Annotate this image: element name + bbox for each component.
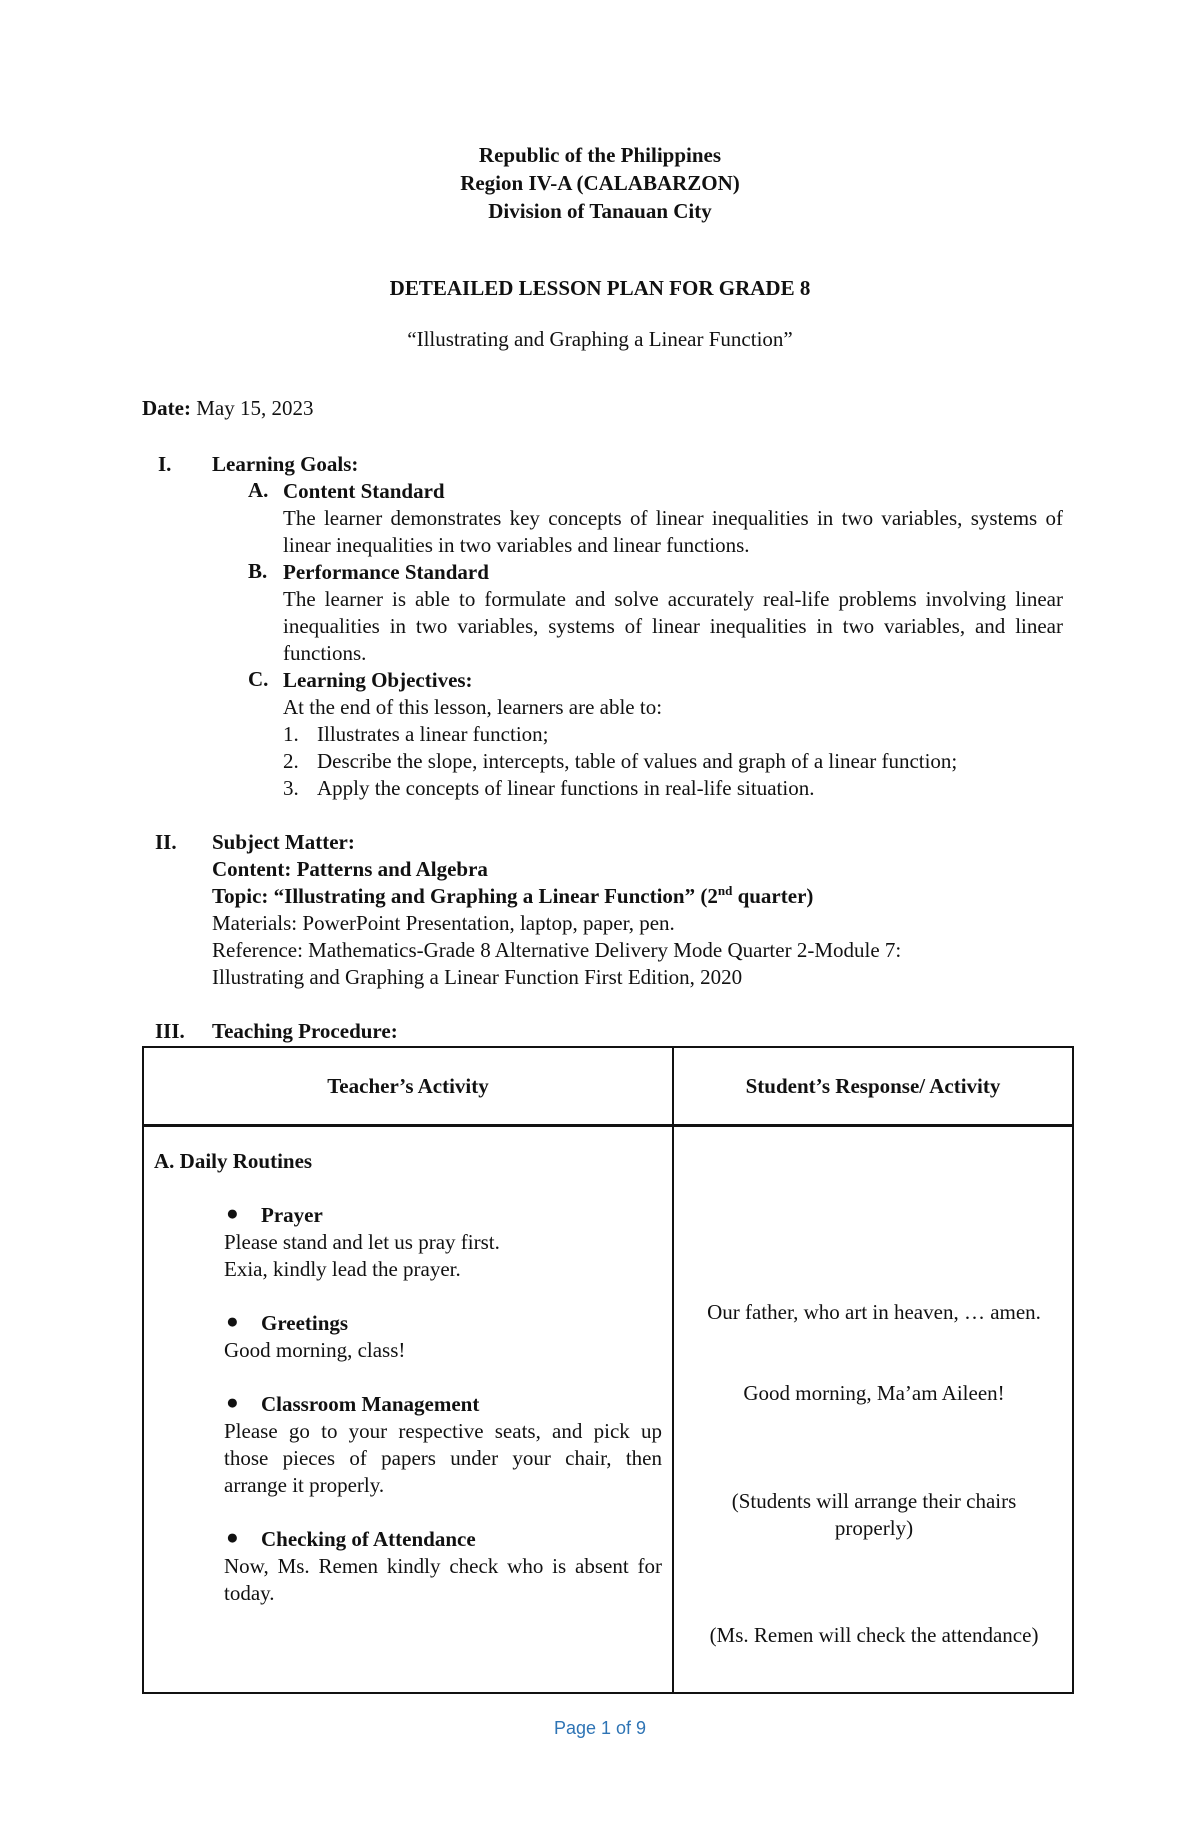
bullet-icon: ● — [226, 1390, 239, 1414]
prayer-response: Our father, who art in heaven, … amen. — [707, 1300, 1041, 1324]
bullet-icon: ● — [226, 1525, 239, 1549]
objective-1-number: 1. — [283, 722, 299, 746]
section-3-number: III. — [155, 1019, 185, 1043]
section-2-heading: Subject Matter: — [212, 830, 355, 854]
date-line — [142, 395, 313, 422]
goal-a-text: The learner demonstrates key concepts of linear inequalities in two variables, systems of linear inequalities in two variables and linear functions. — [283, 506, 1063, 557]
page-number: Page 1 of 9 — [553, 1718, 647, 1738]
goal-c-letter: C. — [248, 667, 269, 691]
classroom-title: Classroom Management — [261, 1392, 480, 1416]
header-region: Region IV-A (CALABARZON) — [460, 171, 740, 195]
goal-c-heading: Learning Objectives: — [283, 668, 473, 692]
objective-2-number: 2. — [283, 749, 299, 773]
header-republic: Republic of the Philippines — [478, 143, 722, 167]
goal-a-letter: A. — [248, 478, 269, 502]
subject-reference-line1: Reference: Mathematics-Grade 8 Alternative Delivery Mode Quarter 2-Module 7: — [212, 938, 902, 962]
table-header-divider — [144, 1124, 1072, 1127]
prayer-line1: Please stand and let us pray first. — [224, 1230, 500, 1254]
greetings-response: Good morning, Ma’am Aileen! — [743, 1381, 1005, 1405]
prayer-line2: Exia, kindly lead the prayer. — [224, 1257, 461, 1281]
goal-b-letter: B. — [248, 559, 268, 583]
daily-routines-heading: A. Daily Routines — [154, 1149, 313, 1173]
goal-b-text: The learner is able to formulate and solve accurately real-life problems involving linear inequalities in two variables, systems of linear inequalities in two variables, and linear functions. — [283, 587, 1063, 665]
objectives-intro: At the end of this lesson, learners are able to: — [283, 695, 663, 719]
section-1-number: I. — [158, 452, 172, 476]
subject-reference-line2: Illustrating and Graphing a Linear Function First Edition, 2020 — [212, 965, 743, 989]
greetings-line1: Good morning, class! — [224, 1338, 406, 1362]
objective-2-text: Describe the slope, intercepts, table of values and graph of a linear function; — [317, 749, 958, 773]
section-3-heading: Teaching Procedure: — [212, 1019, 398, 1043]
topic-superscript: nd — [717, 883, 733, 898]
date-label: Date: — [142, 396, 191, 420]
subject-materials: Materials: PowerPoint Presentation, laptop, paper, pen. — [212, 911, 675, 935]
table-column-divider — [672, 1048, 674, 1692]
subject-topic — [212, 883, 813, 910]
goal-b-heading: Performance Standard — [283, 560, 489, 584]
classroom-text: Please go to your respective seats, and pick up those pieces of papers under your chair, then arrange it properly. — [224, 1419, 662, 1497]
column-header-student: Student’s Response/ Activity — [745, 1073, 1001, 1098]
date-value: May 15, 2023 — [196, 396, 314, 420]
objective-1-text: Illustrates a linear function; — [317, 722, 549, 746]
attendance-title: Checking of Attendance — [261, 1527, 476, 1551]
objective-3-text: Apply the concepts of linear functions in real-life situation. — [317, 776, 815, 800]
bullet-icon: ● — [226, 1309, 239, 1333]
document-title: DETEAILED LESSON PLAN FOR GRADE 8 — [389, 276, 811, 300]
greetings-title: Greetings — [261, 1311, 349, 1335]
section-1-heading: Learning Goals: — [212, 452, 359, 476]
teaching-procedure-table — [142, 1046, 1074, 1694]
section-2-number: II. — [155, 830, 177, 854]
topic-suffix: quarter) — [732, 884, 814, 908]
attendance-response: (Ms. Remen will check the attendance) — [709, 1623, 1039, 1647]
objective-3-number: 3. — [283, 776, 299, 800]
attendance-text: Now, Ms. Remen kindly check who is absent for today. — [224, 1554, 662, 1605]
prayer-title: Prayer — [261, 1203, 323, 1227]
bullet-icon: ● — [226, 1201, 239, 1225]
classroom-response: (Students will arrange their chairs properly) — [731, 1489, 1017, 1540]
column-header-teacher: Teacher’s Activity — [327, 1073, 489, 1098]
lesson-subtitle: “Illustrating and Graphing a Linear Function” — [407, 327, 793, 351]
header-division: Division of Tanauan City — [488, 199, 712, 223]
goal-a-heading: Content Standard — [283, 479, 445, 503]
topic-text: Topic: “Illustrating and Graphing a Linear Function” (2 — [212, 884, 718, 908]
subject-content: Content: Patterns and Algebra — [212, 857, 488, 881]
